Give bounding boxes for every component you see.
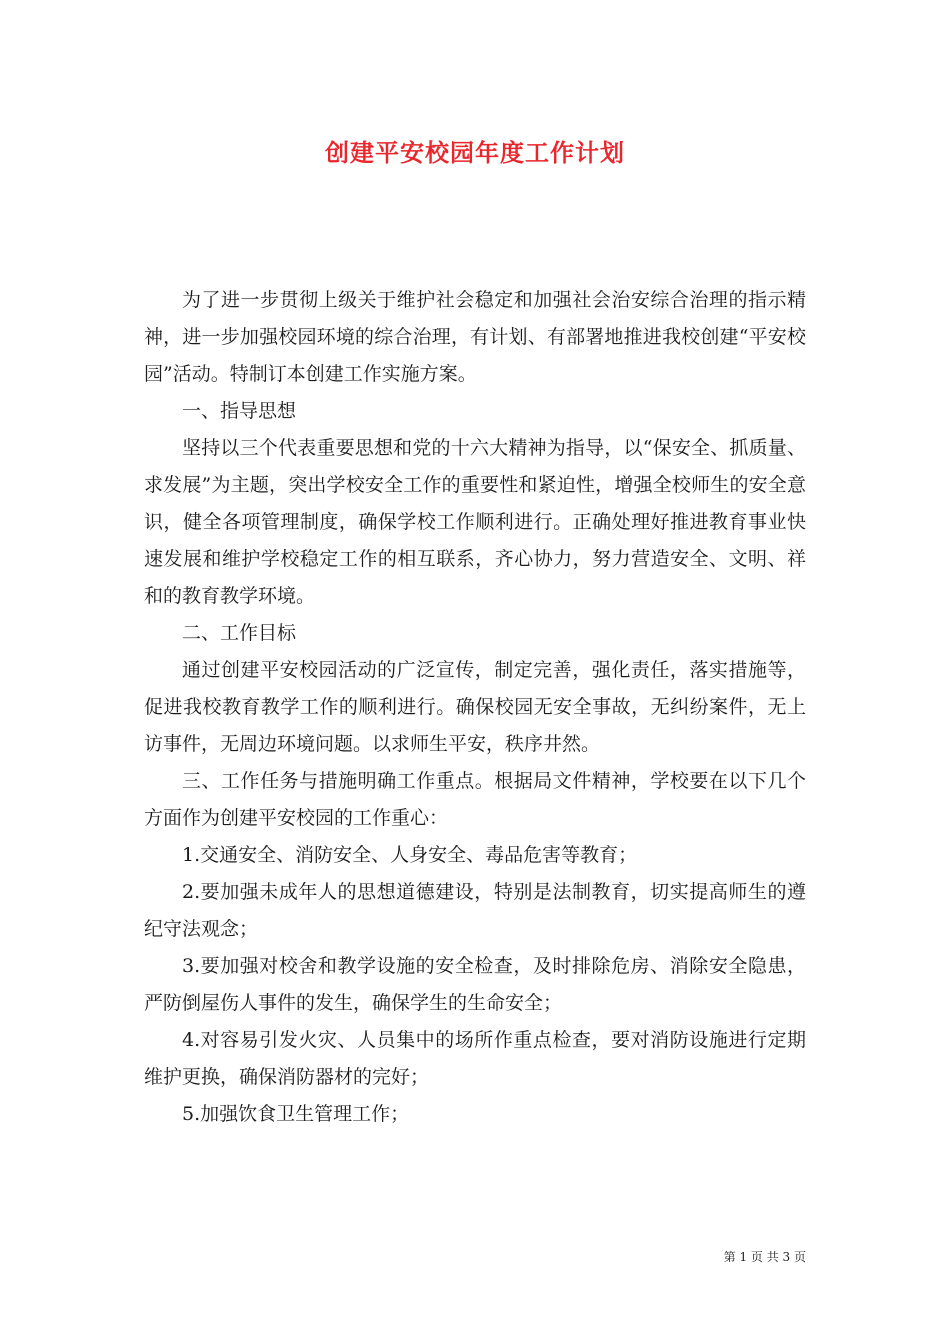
list-item-4: 4.对容易引发火灾、人员集中的场所作重点检查，要对消防设施进行定期维护更换，确保消防器材的完好；: [144, 1029, 806, 1088]
heading-guiding-ideology: 一、指导思想: [182, 400, 297, 422]
paragraph-work-goals: 通过创建平安校园活动的广泛宣传，制定完善，强化责任，落实措施等，促进我校教育教学工作的顺利进行。确保校园无安全事故，无纠纷案件，无上访事件，无周边环境问题。以求师生平安，秩序井然。: [144, 659, 806, 755]
document-title: 创建平安校园年度工作计划: [325, 138, 625, 167]
list-item-2: 2.要加强未成年人的思想道德建设，特别是法制教育，切实提高师生的遵纪守法观念；: [144, 881, 806, 940]
page-number-footer: 第 1 页 共 3 页: [723, 1250, 806, 1264]
document-body: [144, 282, 806, 1133]
paragraph-intro: 为了进一步贯彻上级关于维护社会稳定和加强社会治安综合治理的指示精神，进一步加强校园环境的综合治理，有计划、有部署地推进我校创建“平安校园”活动。特制订本创建工作实施方案。: [144, 289, 806, 385]
list-item-1: 1.交通安全、消防安全、人身安全、毒品危害等教育；: [182, 844, 638, 866]
list-item-5: 5.加强饮食卫生管理工作；: [182, 1103, 410, 1125]
heading-work-goals: 二、工作目标: [182, 622, 297, 644]
list-item-3: 3.要加强对校舍和教学设施的安全检查，及时排除危房、消除安全隐患，严防倒屋伤人事件的发生，确保学生的生命安全；: [144, 955, 806, 1014]
paragraph-work-tasks: 三、工作任务与措施明确工作重点。根据局文件精神，学校要在以下几个方面作为创建平安校园的工作重心：: [144, 770, 806, 829]
paragraph-guiding-ideology: 坚持以三个代表重要思想和党的十六大精神为指导，以“保安全、抓质量、求发展”为主题，突出学校安全工作的重要性和紧迫性，增强全校师生的安全意识，健全各项管理制度，确保学校工作顺利进行。正确处理好推进教育事业快速发展和维护学校稳定工作的相互联系，齐心协力，努力营造安全、文明、祥和的教育教学环境。: [144, 437, 806, 607]
